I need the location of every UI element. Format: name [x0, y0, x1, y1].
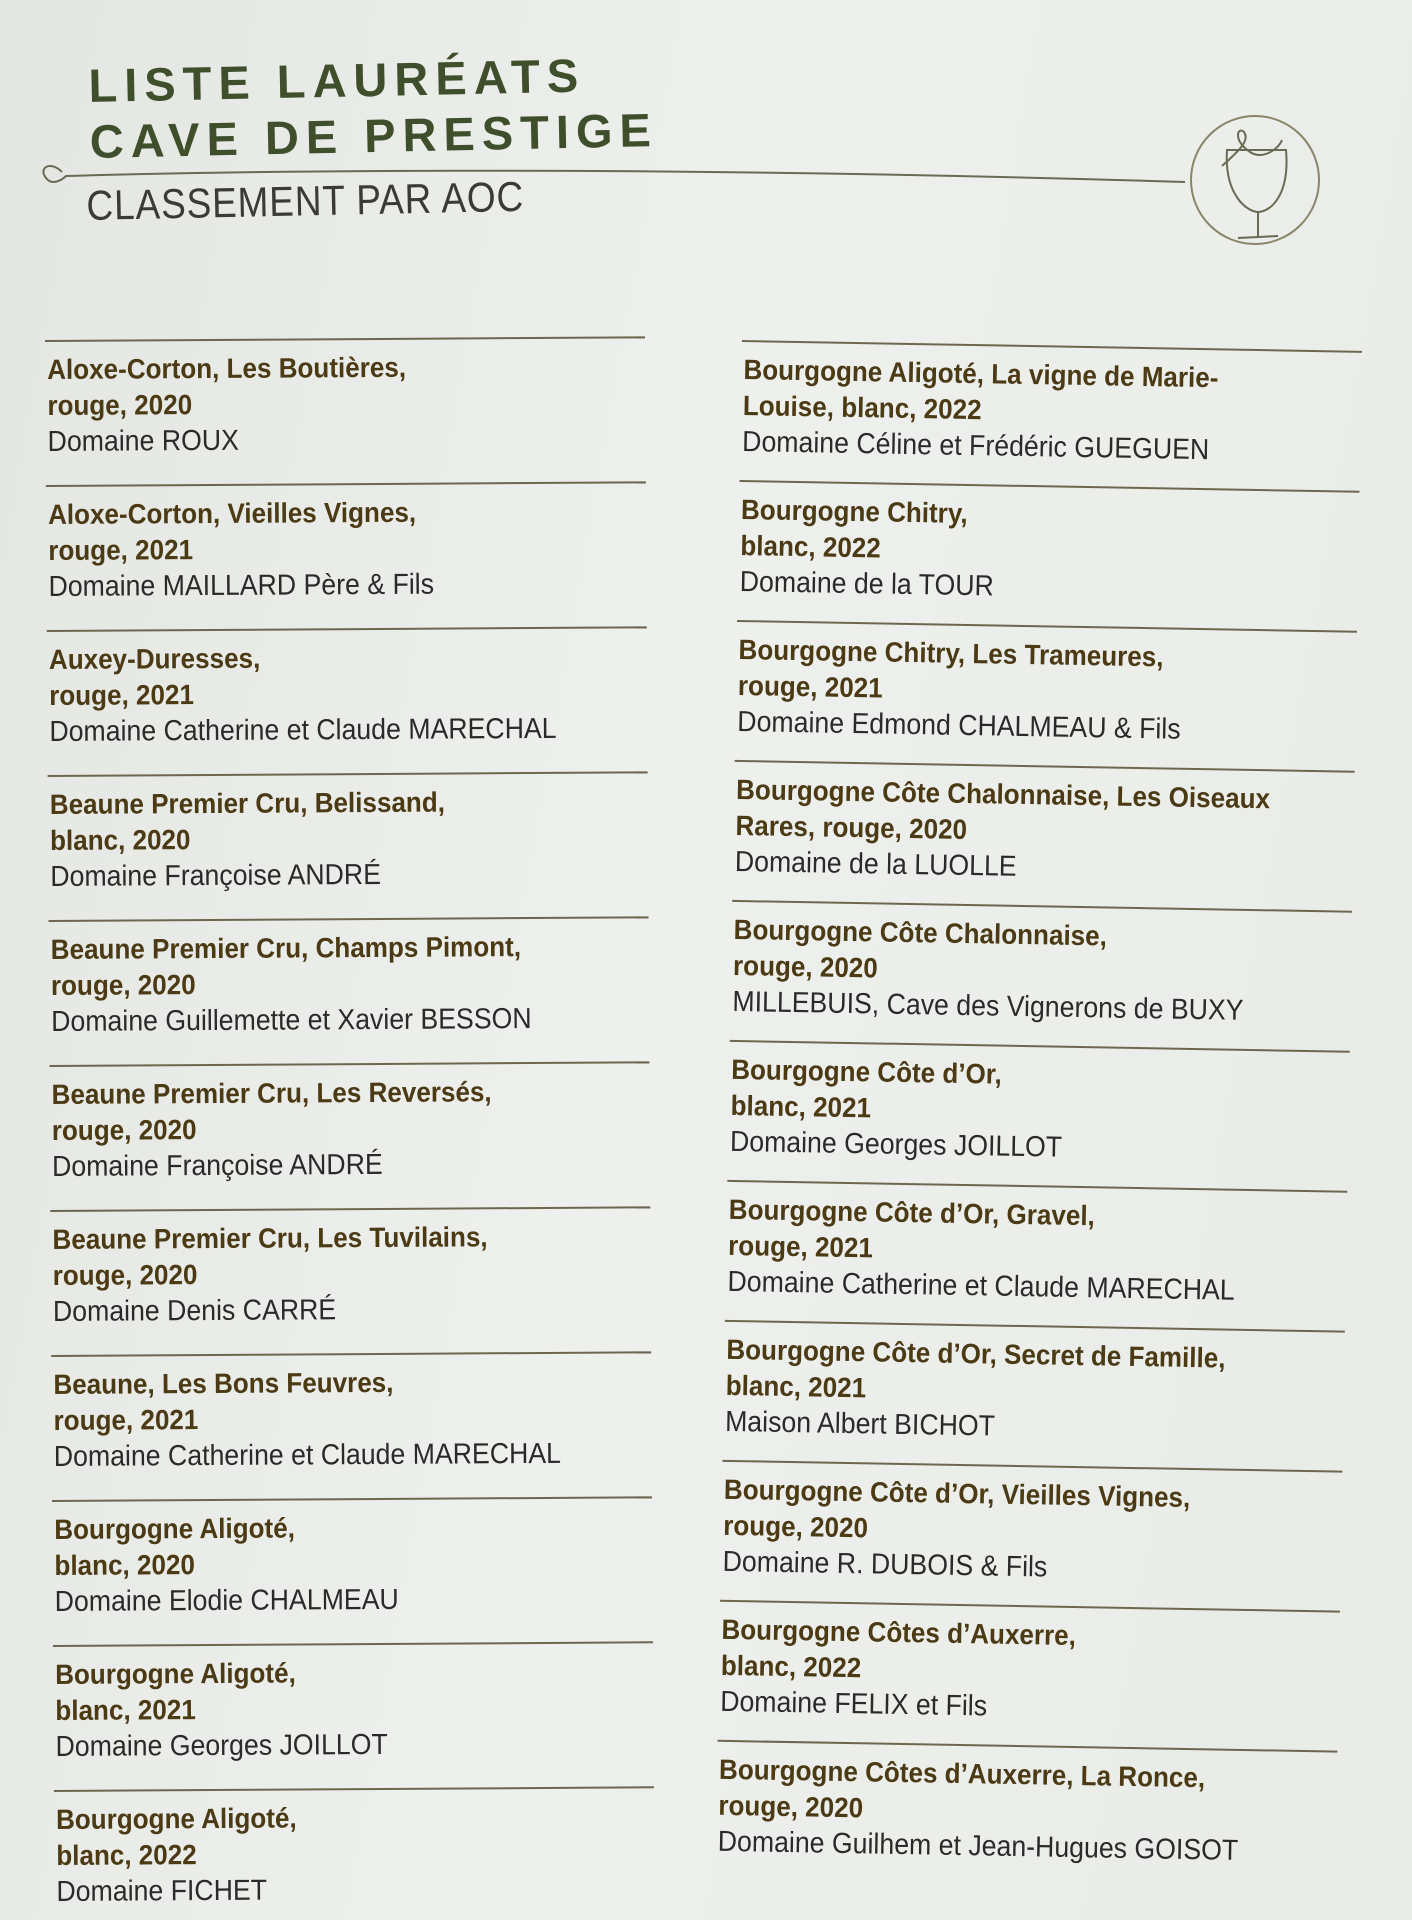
- aoc-details: rouge, 2021: [737, 669, 883, 704]
- title-line-2: CAVE DE PRESTIGE: [89, 103, 659, 168]
- aoc-name: Bourgogne Chitry, Les Trameures,: [738, 633, 1164, 673]
- aoc-details: rouge, 2021: [48, 534, 194, 566]
- producer-name: Domaine ROUX: [47, 424, 239, 458]
- aoc-name: Bourgogne Côte d’Or, Gravel,: [728, 1193, 1096, 1232]
- producer-name: Domaine Georges JOILLOT: [729, 1125, 1063, 1164]
- aoc-name: Bourgogne Côtes d’Auxerre,: [721, 1613, 1077, 1652]
- aoc-name: Beaune Premier Cru, Belissand,: [49, 786, 446, 820]
- aoc-name: Bourgogne Chitry,: [740, 494, 968, 529]
- aoc-name: Bourgogne Côte Chalonnaise,: [733, 913, 1108, 952]
- list-item: [50, 1206, 651, 1355]
- list-item: [735, 620, 1357, 771]
- producer-name: Domaine FICHET: [56, 1874, 268, 1908]
- producer-name: Domaine Catherine et Claude MARECHAL: [53, 1437, 562, 1473]
- producer-name: Domaine Edmond CHALMEAU & Fils: [737, 705, 1181, 746]
- aoc-name: Bourgogne Côtes d’Auxerre, La Ronce,: [718, 1753, 1206, 1794]
- aoc-name: Bourgogne Aligoté,: [54, 1512, 295, 1545]
- producer-name: Domaine Guilhem et Jean-Hugues GOISOT: [717, 1825, 1239, 1867]
- list-item: [46, 481, 647, 630]
- aoc-name: Bourgogne Côte d’Or, Secret de Famille,: [726, 1333, 1226, 1374]
- title-line-1: LISTE LAURÉATS: [88, 48, 586, 112]
- producer-name: Domaine Françoise ANDRÉ: [51, 1148, 383, 1183]
- aoc-details: blanc, 2020: [54, 1549, 195, 1581]
- list-item: [730, 900, 1352, 1051]
- aoc-name: Aloxe-Corton, Vieilles Vignes,: [47, 496, 417, 530]
- producer-name: Domaine MAILLARD Père & Fils: [48, 568, 435, 603]
- producer-name: Domaine de la TOUR: [739, 566, 995, 603]
- aoc-details: rouge, 2021: [727, 1229, 874, 1264]
- list-item: [722, 1320, 1344, 1471]
- aoc-name: Bourgogne Côte d’Or,: [730, 1053, 1003, 1090]
- aoc-details: rouge, 2020: [723, 1509, 869, 1544]
- aoc-details: blanc, 2021: [55, 1694, 196, 1726]
- aoc-details: blanc, 2021: [730, 1089, 872, 1124]
- aoc-details: blanc, 2022: [720, 1649, 862, 1684]
- list-item: [49, 1061, 650, 1210]
- list-item: [51, 1351, 652, 1500]
- aoc-details: Louise, blanc, 2022: [742, 390, 982, 426]
- producer-name: Domaine Catherine et Claude MARECHAL: [49, 712, 557, 748]
- list-item: [47, 626, 648, 775]
- list-item: [732, 760, 1354, 911]
- list-item: [49, 916, 650, 1065]
- aoc-name: Bourgogne Aligoté, La vigne de Marie-: [743, 354, 1219, 394]
- aoc-details: blanc, 2022: [56, 1839, 197, 1871]
- aoc-name: Beaune Premier Cru, Champs Pimont,: [50, 931, 522, 965]
- aoc-details: blanc, 2021: [725, 1369, 867, 1404]
- aoc-details: blanc, 2022: [740, 530, 882, 564]
- aoc-details: rouge, 2020: [50, 969, 196, 1001]
- aoc-name: Aloxe-Corton, Les Boutières,: [47, 351, 407, 385]
- producer-name: Domaine de la LUOLLE: [734, 845, 1017, 883]
- producer-name: Maison Albert BICHOT: [724, 1405, 996, 1443]
- list-item: [718, 1600, 1340, 1751]
- page-subtitle: CLASSEMENT PAR AOC: [86, 172, 525, 229]
- producer-name: Domaine FELIX et Fils: [719, 1685, 988, 1723]
- producer-name: Domaine Georges JOILLOT: [55, 1728, 388, 1763]
- aoc-name: Auxey-Duresses,: [48, 642, 261, 675]
- list-item: [727, 1040, 1349, 1191]
- list-item: [740, 340, 1362, 491]
- aoc-details: rouge, 2020: [718, 1789, 864, 1824]
- aoc-details: Rares, rouge, 2020: [735, 809, 968, 846]
- list-item: [720, 1460, 1342, 1611]
- aoc-name: Bourgogne Aligoté,: [55, 1802, 297, 1835]
- producer-name: MILLEBUIS, Cave des Vignerons de BUXY: [732, 985, 1244, 1027]
- aoc-details: blanc, 2020: [49, 824, 191, 856]
- header-decoration: [0, 0, 1412, 340]
- list-item: [48, 771, 649, 920]
- producer-name: Domaine Denis CARRÉ: [52, 1294, 337, 1328]
- producer-name: Domaine Elodie CHALMEAU: [54, 1583, 399, 1618]
- producer-name: Domaine R. DUBOIS & Fils: [722, 1545, 1048, 1584]
- aoc-details: rouge, 2020: [47, 389, 193, 421]
- list-item: [737, 480, 1359, 631]
- producer-name: Domaine Françoise ANDRÉ: [50, 858, 382, 893]
- aoc-details: rouge, 2021: [53, 1404, 199, 1436]
- list-item: [725, 1180, 1347, 1331]
- wine-glass-icon: [1191, 116, 1319, 244]
- aoc-name: Beaune Premier Cru, Les Tuvilains,: [52, 1221, 488, 1255]
- list-item: [52, 1496, 653, 1645]
- aoc-details: rouge, 2020: [52, 1259, 198, 1291]
- page-title: [88, 46, 658, 170]
- divider: [742, 340, 1362, 353]
- aoc-details: rouge, 2020: [732, 949, 879, 984]
- aoc-name: Beaune Premier Cru, Les Reversés,: [51, 1076, 492, 1110]
- aoc-name: Bourgogne Côte Chalonnaise, Les Oiseaux: [735, 773, 1271, 815]
- list-item: [715, 1740, 1337, 1891]
- aoc-details: rouge, 2021: [49, 679, 195, 711]
- aoc-name: Bourgogne Côte d’Or, Vieilles Vignes,: [723, 1473, 1191, 1513]
- aoc-details: rouge, 2020: [51, 1114, 197, 1146]
- producer-name: Domaine Guillemette et Xavier BESSON: [51, 1003, 532, 1038]
- left-column: [45, 336, 655, 1920]
- list-item: [54, 1786, 655, 1920]
- aoc-name: Beaune, Les Bons Feuvres,: [53, 1366, 394, 1400]
- right-column: [715, 340, 1362, 1891]
- list-item: [45, 336, 646, 485]
- aoc-name: Bourgogne Aligoté,: [55, 1657, 296, 1690]
- producer-name: Domaine Céline et Frédéric GUEGUEN: [741, 426, 1210, 467]
- list-item: [53, 1641, 654, 1790]
- producer-name: Domaine Catherine et Claude MARECHAL: [727, 1265, 1235, 1307]
